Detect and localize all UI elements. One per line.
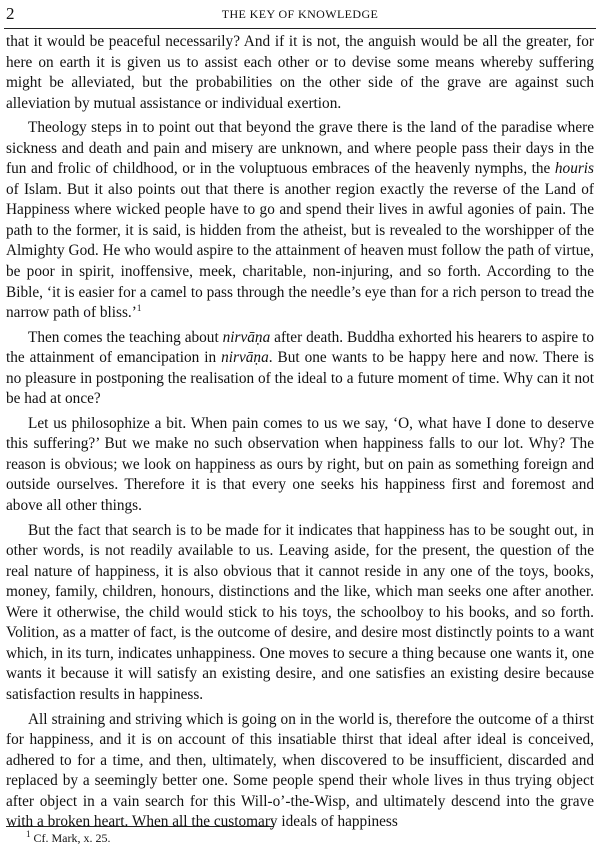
paragraph-4: Let us philosophize a bit. When pain comes to us we say, ‘O, what have I done to deserve this suffering?’ But we make no such observation when happiness falls to our lot. Why? The reason is obvious; we look on happiness as ours by right, but on pain as something foreign and outside ourselves. Therefore it is that every one seeks his happiness first and foremost and above all other things. (6, 414, 594, 515)
paragraph-2-part-a: Theology steps in to point out that beyond the grave there is the land of the paradise where sickness and death and pain and misery are unknown, and where people pass their days in the fun and frolic of childhood, or in the voluptuous embraces of the heavenly nymphs, the (6, 119, 594, 178)
running-head: THE KEY OF KNOWLEDGE (221, 7, 379, 21)
paragraph-3-part-a: Then comes the teaching about (28, 328, 223, 346)
paragraph-3-part-e: . But one wants to be happy here and now. There is no pleasure in postponing the realisation of the ideal to a future moment of time. Why can it not be had at once? (6, 349, 594, 408)
paragraph-2-houris: houris (554, 160, 594, 178)
paragraph-3-part-c: after death. Buddha exhorted his hearers to aspire to the attainment of emancipation in (6, 328, 594, 367)
footnote-text: Cf. Mark, x. 25. (30, 831, 111, 845)
paragraph-2 (6, 118, 594, 323)
page-number: 2 (6, 4, 15, 23)
paragraph-3-nirvana-2: nirvāṇa (221, 349, 269, 367)
paragraph-6: All straining and striving which is going on in the world is, therefore the outcome of a thirst for happiness, and it is on account of this insatiable thirst that ideal after ideal is conceived, adhered to for a time, and then, ultimately, when discovered to be insufficient, discarded and replaced by a seemingly better one. Some people spend their whole lives in thus trying object after object in a vain search for this Will-o’-the-Wisp, and ultimately descend into the grave with a broken heart. When all the customary ideals of happiness (6, 710, 594, 831)
footnote-mark: 1 (26, 829, 31, 839)
page-header (0, 2, 600, 30)
footnote-reference: 1 (136, 303, 142, 314)
footnote (26, 831, 111, 846)
paragraph-5: But the fact that search is to be made for it indicates that happiness has to be sought out, in other words, is not readily available to us. Leaving aside, for the present, the question of the real nature of happiness, it is also obvious that it cannot reside in any one of the toys, books, money, family, children, honours, distinctions and the like, which man seeks one after another. Were it otherwise, the child would stick to his toys, the schoolboy to his books, and so forth. Volition, as a matter of fact, is the outcome of desire, and desire most distinctly points to a want which, in its turn, indicates unhappiness. One moves to secure a thing because one wants it, one wants it because it will satisfy an existing desire, and one satisfies an existing desire because satisfaction results in happiness. (6, 521, 594, 703)
header-rule (4, 28, 596, 29)
paragraph-3 (6, 328, 594, 410)
footnote-rule (6, 826, 274, 827)
paragraph-3-nirvana-1: nirvāṇa (222, 328, 271, 346)
paragraph-2-part-c: of Islam. But it also points out that there is another region exactly the reverse of the Land of Happiness where wicked people have to go and spend their lives in awful agonies of pain. The path to the former, it is said, is hidden from the atheist, but is revealed to the worshipper of the Almighty God. He who would aspire to the attainment of heaven must follow the path of virtue, be poor in spirit, inoffensive, meek, charitable, non-injuring, and so forth. According to the Bible, ‘it is easier for a camel to pass through the needle’s eye than for a rich person to tread the narrow path of bliss.’ (6, 180, 594, 322)
body-text (6, 32, 594, 837)
paragraph-1: that it would be peaceful necessarily? And if it is not, the anguish would be all the greater, for here on earth it is given us to assist each other or to devise some means whereby suffering might be alleviated, but the probabilities on the other side of the grave are against such alleviation by mutual assistance or individual exertion. (6, 33, 594, 112)
